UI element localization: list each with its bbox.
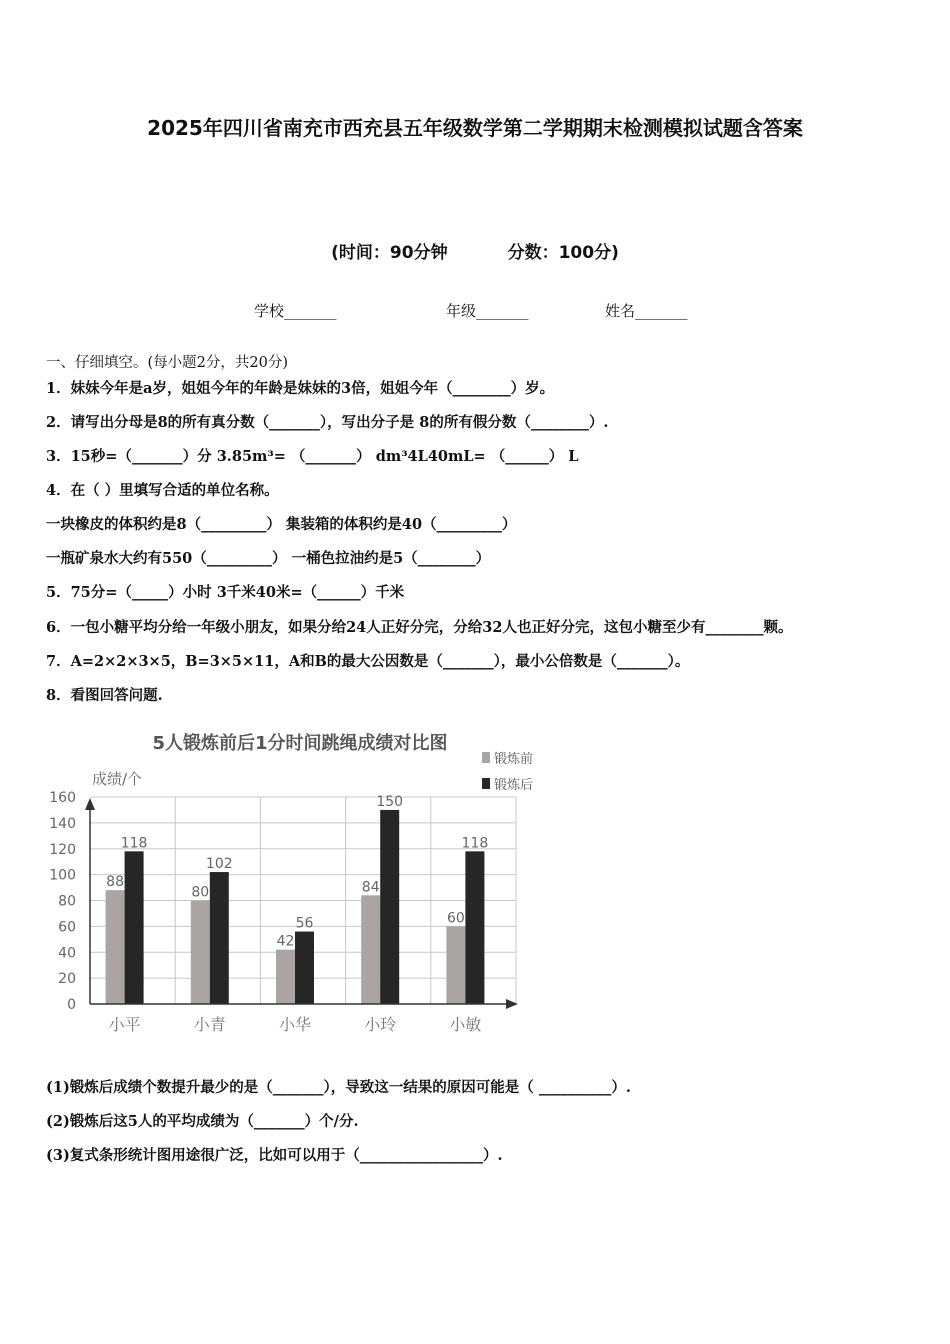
legend-label-before: 锻炼前 <box>494 752 534 767</box>
x-tick-label: 小华 <box>278 1015 312 1034</box>
bar-after <box>295 932 314 1004</box>
x-tick-label: 小玲 <box>364 1015 397 1034</box>
y-axis-label: 成绩/个 <box>92 770 143 788</box>
x-tick-labels <box>109 1015 482 1034</box>
legend-swatch-before <box>482 752 490 763</box>
subquestion-3: (3)复式条形统计图用途很广泛，比如可以用于（_________________）. <box>46 1147 503 1164</box>
data-label: 118 <box>120 835 148 852</box>
chart-legend <box>482 751 533 793</box>
chart-title: 5人锻炼前后1分时间跳绳成绩对比图 <box>152 733 448 754</box>
data-label: 102 <box>205 856 233 873</box>
bar-before <box>446 926 465 1004</box>
y-tick-label: 60 <box>58 919 76 936</box>
bar-before <box>276 950 295 1004</box>
y-tick-label: 0 <box>67 997 76 1013</box>
bar-after <box>210 872 229 1004</box>
question-5: 5．75分=（_____）小时 3千米40米=（______）千米 <box>46 584 405 601</box>
question-3: 3．15秒=（_______）分 3.85m³= （_______） dm³4L40mL= （______） L <box>46 448 579 465</box>
bar-before <box>361 895 380 1004</box>
data-label: 42 <box>276 933 295 950</box>
bar-after <box>380 810 399 1004</box>
question-8: 8．看图回答问题. <box>46 687 163 704</box>
data-label: 60 <box>446 910 465 927</box>
y-axis-arrow <box>85 798 95 810</box>
question-2: 2．请写出分母是8的所有真分数（_______），写出分子是 8的所有假分数（________）. <box>46 414 609 431</box>
y-tick-label: 160 <box>49 790 76 806</box>
y-tick-label: 80 <box>58 893 76 910</box>
question-7: 7．A=2×2×3×5，B=3×5×11，A和B的最大公因数是（_______），最小公倍数是（_______）。 <box>46 653 690 670</box>
subquestion-1: (1)锻炼后成绩个数提升最少的是（_______），导致这一结果的原因可能是（ __________）. <box>46 1079 631 1096</box>
bar-after <box>465 851 484 1004</box>
y-tick-label: 120 <box>49 841 76 858</box>
exam-meta <box>0 238 950 263</box>
data-label: 150 <box>376 793 404 810</box>
bar-before <box>191 901 210 1005</box>
legend-swatch-after <box>482 778 490 789</box>
y-tick-labels <box>49 790 76 1013</box>
exam-score: 分数：100分) <box>507 243 619 263</box>
x-tick-label: 小敏 <box>449 1015 482 1034</box>
x-tick-label: 小平 <box>108 1015 141 1034</box>
question-4b: 一瓶矿泉水大约有550（_________） 一桶色拉油约是5（________） <box>46 550 491 567</box>
subquestion-2: (2)锻炼后这5人的平均成绩为（_______）个/分. <box>46 1113 359 1130</box>
data-label: 88 <box>106 874 125 891</box>
y-tick-label: 140 <box>49 815 76 832</box>
bar-before <box>106 890 125 1004</box>
exam-time: (时间：90分钟 <box>331 243 448 263</box>
data-label: 56 <box>295 915 314 932</box>
name-field: 姓名_______ <box>605 302 688 320</box>
data-label: 84 <box>361 879 380 896</box>
question-1: 1．妹妹今年是a岁，姐姐今年的年龄是妹妹的3倍，姐姐今年（________）岁。 <box>46 380 555 397</box>
school-field: 学校_______ <box>254 302 337 320</box>
document-title: 2025年四川省南充市西充县五年级数学第二学期期末检测模拟试题含答案 <box>147 116 803 140</box>
bar-after <box>125 851 144 1004</box>
question-6: 6．一包小糖平均分给一年级小朋友，如果分给24人正好分完，分给32人也正好分完，这包小糖至少有________颗。 <box>46 619 793 636</box>
data-label: 118 <box>461 835 489 852</box>
grade-field: 年级_______ <box>446 302 529 320</box>
question-4a: 一块橡皮的体积约是8（_________） 集装箱的体积约是40（_________） <box>46 516 517 533</box>
legend-label-after: 锻炼后 <box>494 778 534 793</box>
x-tick-label: 小青 <box>193 1015 226 1034</box>
section-heading: 一、仔细填空。(每小题2分，共20分) <box>46 355 288 371</box>
jump-rope-chart <box>40 722 560 1047</box>
chart-bars <box>106 810 485 1004</box>
question-4: 4．在（ ）里填写合适的单位名称。 <box>46 482 279 499</box>
y-tick-label: 20 <box>58 971 76 988</box>
y-tick-label: 40 <box>58 945 76 962</box>
y-tick-label: 100 <box>49 867 76 884</box>
data-label: 80 <box>191 884 210 901</box>
